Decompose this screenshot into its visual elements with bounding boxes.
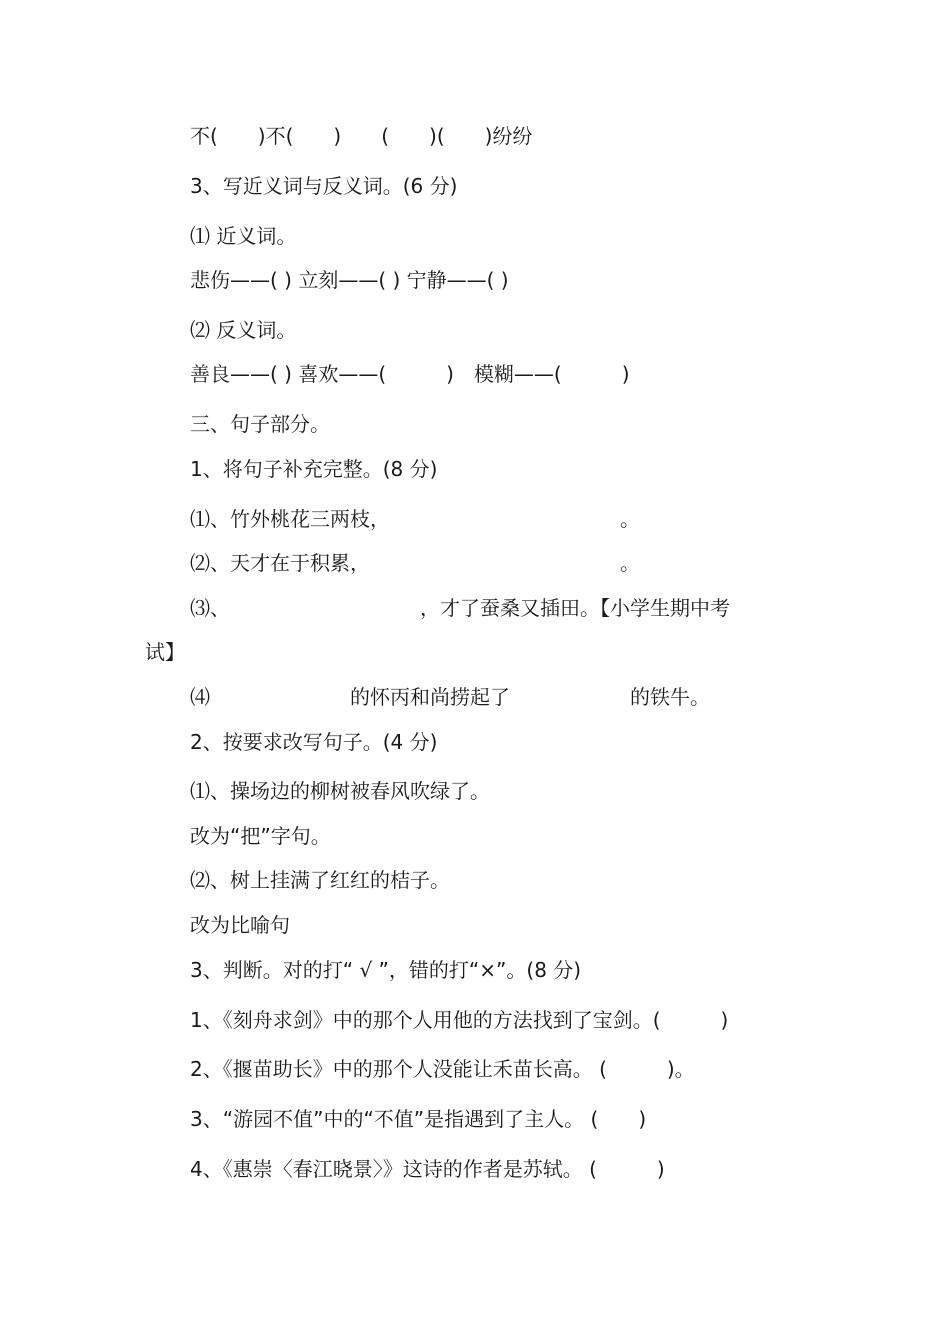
synonym-line: 悲伤——( ) 立刻——( ) 宁静——( ) <box>190 268 509 292</box>
sentence-item: ⑷ 的怀丙和尚捞起了 的铁牛。 <box>190 685 710 709</box>
sentence-item: ⑵、树上挂满了红红的桔子。 <box>190 868 450 892</box>
question-heading: 3、写近义词与反义词。(6 分) <box>190 174 458 198</box>
sentence-item: ⑶、 ，才了蚕桑又插田。【小学生期中考 <box>190 596 730 620</box>
judgment-item: 1、《刻舟求剑》中的那个人用他的方法找到了宝剑。( ) <box>190 1008 729 1032</box>
judgment-item: 2、《揠苗助长》中的那个人没能让禾苗长高。 ( )。 <box>190 1057 695 1081</box>
instruction-line: 改为“把”字句。 <box>190 824 331 848</box>
antonym-line: 善良——( ) 喜欢——( ) 模糊——( ) <box>190 362 630 386</box>
fill-blank-line: 不( )不( ) ( )( )纷纷 <box>190 124 533 148</box>
sentence-item-continuation: 试】 <box>145 640 185 664</box>
question-heading: 3、判断。对的打“ √ ”，错的打“×”。(8 分) <box>190 958 582 982</box>
instruction-line: 改为比喻句 <box>190 913 290 937</box>
sentence-item: ⑵、天才在于积累， 。 <box>190 551 640 575</box>
sentence-item: ⑴、竹外桃花三两枝， 。 <box>190 507 640 531</box>
sub-heading: ⑵ 反义词。 <box>190 318 297 342</box>
question-heading: 1、将句子补充完整。(8 分) <box>190 457 438 481</box>
sub-heading: ⑴ 近义词。 <box>190 224 297 248</box>
section-heading: 三、句子部分。 <box>190 412 330 436</box>
sentence-item: ⑴、操场边的柳树被春风吹绿了。 <box>190 779 490 803</box>
question-heading: 2、按要求改写句子。(4 分) <box>190 730 438 754</box>
judgment-item: 3、“游园不值”中的“不值”是指遇到了主人。 ( ) <box>190 1107 647 1131</box>
judgment-item: 4、《惠崇〈春江晓景〉》这诗的作者是苏轼。 ( ) <box>190 1157 665 1181</box>
